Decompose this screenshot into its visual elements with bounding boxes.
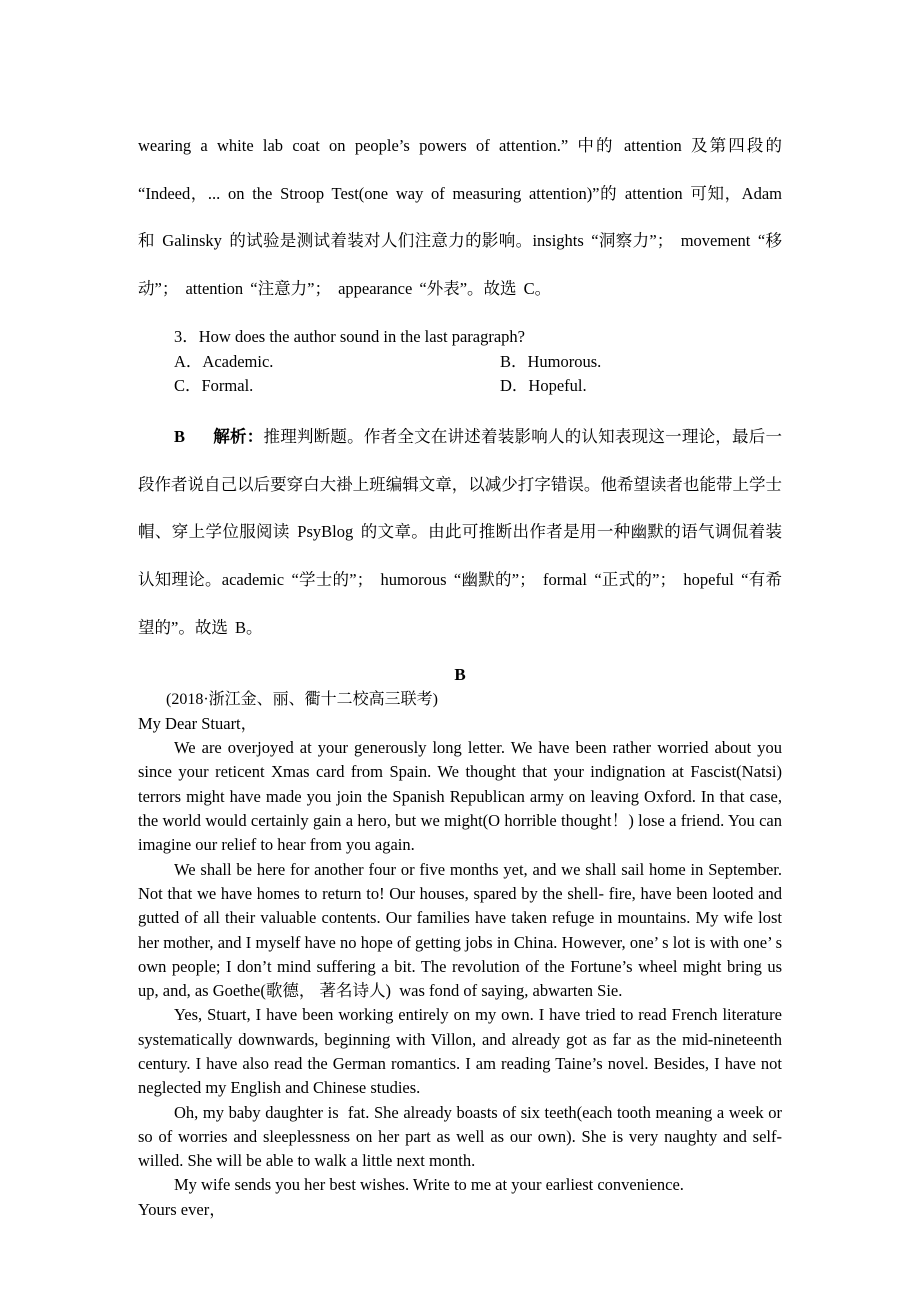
question-3-text: How does the author sound in the last paragraph? bbox=[198, 327, 525, 347]
letter-paragraph-3: Yes, Stuart, I have been working entirely on my own. I have tried to read French literature systematically downwards, beginning with Villon, and already got as far as the mid-nineteenth century. I have also read the German romantics. I am reading Taine’s novel. Besides, I have not neglected my English and Chinese studies. bbox=[138, 1005, 782, 1098]
question-3 bbox=[138, 325, 782, 349]
answer-3-explanation bbox=[138, 413, 782, 651]
options-row-1 bbox=[138, 350, 782, 374]
question-3-block bbox=[138, 325, 782, 398]
letter-paragraph-4: Oh, my baby daughter is fat. She already boasts of six teeth(each tooth meaning a week or so of worries and sleeplessness on her part as well as our own). She is very naughty and self-willed. She will be able to walk a little next month. bbox=[138, 1102, 782, 1171]
options-row-2 bbox=[138, 374, 782, 398]
option-a: A．Academic. bbox=[174, 351, 274, 371]
letter-paragraph-1: We are overjoyed at your generously long letter. We have been rather worried about you since your reticent Xmas card from Spain. We thought that your indignation at Fascist(Natsi) terrors might have made you join the Spanish Republican army on leaving Oxford. In that case, the world would certainly gain a hero, but we might(O horrible thought！) lose a friend. You can imagine our relief to hear from you again. bbox=[138, 738, 782, 855]
passage-source: (2018·浙江金、丽、衢十二校高三联考) bbox=[166, 690, 438, 708]
section-b-heading: B bbox=[454, 665, 466, 685]
answer-3-label: 解析： bbox=[213, 427, 264, 447]
explanation-paragraph-q2: wearing a white lab coat on people’s powers of attention.” 中的 attention 及第四段的 “Indeed，... on the Stroop Test(one way of measuring attention)”的 attention 可知，Adam 和 Galinsky 的试验是测试着装对人们注意力的影响。insights “洞察力”； movement “移动”； attention “注意力”； appearance “外表”。故选 C。 bbox=[138, 136, 782, 298]
letter-paragraph-5: My wife sends you her best wishes. Write to me at your earliest convenience. bbox=[174, 1175, 684, 1195]
letter-passage bbox=[138, 712, 782, 1222]
letter-salutation: My Dear Stuart， bbox=[138, 713, 258, 733]
question-3-number: 3． bbox=[174, 327, 199, 347]
option-b: B．Humorous. bbox=[500, 351, 602, 371]
letter-paragraph-2: We shall be here for another four or five months yet, and we shall sail home in September. Not that we have homes to return to! Our houses, spared by the shell- fire, have been looted and gutted of all their valuable contents. Our families have taken refuge in mountains. My wife lost her mother, and I myself have no hope of getting jobs in China. However, one’ s lot is with one’ s own people; I don’t mind suffering a bit. The revolution of the Fortune’s wheel might bring us up, and, as Goethe(歌德， 著名诗人) was fond of saying, abwarten Sie. bbox=[138, 859, 782, 1001]
option-c: C．Formal. bbox=[174, 375, 254, 395]
answer-3-letter: B bbox=[174, 427, 186, 447]
letter-closing: Yours ever， bbox=[138, 1199, 226, 1219]
option-d: D．Hopeful. bbox=[500, 375, 587, 395]
answer-3-text: 推理判断题。作者全文在讲述着装影响人的认知表现这一理论，最后一段作者说自己以后要穿白大褂上班编辑文章，以减少打字错误。他希望读者也能带上学士帽、穿上学位服阅读 PsyBlog 的文章。由此可推断出作者是用一种幽默的语气调侃着装认知理论。academic “学士的”； humorous “幽默的”； formal “正式的”； hopeful “有希望的”。故选 B。 bbox=[138, 427, 783, 637]
